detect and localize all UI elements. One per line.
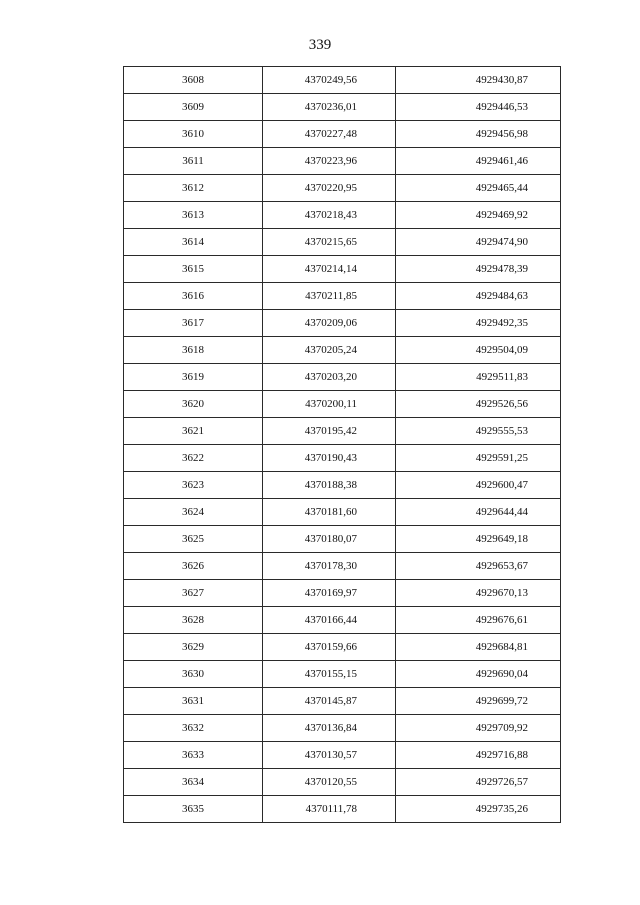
table-row [124, 175, 561, 202]
y-coordinate-cell: 4929676,61 [396, 607, 561, 634]
x-coordinate-cell: 4370178,30 [263, 553, 396, 580]
point-number-cell: 3629 [124, 634, 263, 661]
point-number-cell: 3612 [124, 175, 263, 202]
x-coordinate-cell: 4370136,84 [263, 715, 396, 742]
y-coordinate-cell: 4929649,18 [396, 526, 561, 553]
table-row [124, 310, 561, 337]
point-number-cell: 3620 [124, 391, 263, 418]
point-number-cell: 3615 [124, 256, 263, 283]
table-row [124, 283, 561, 310]
y-coordinate-cell: 4929684,81 [396, 634, 561, 661]
y-coordinate-cell: 4929474,90 [396, 229, 561, 256]
y-coordinate-cell: 4929591,25 [396, 445, 561, 472]
x-coordinate-cell: 4370214,14 [263, 256, 396, 283]
table-row [124, 364, 561, 391]
x-coordinate-cell: 4370188,38 [263, 472, 396, 499]
x-coordinate-cell: 4370111,78 [263, 796, 396, 823]
table-row [124, 445, 561, 472]
y-coordinate-cell: 4929699,72 [396, 688, 561, 715]
x-coordinate-cell: 4370200,11 [263, 391, 396, 418]
y-coordinate-cell: 4929735,26 [396, 796, 561, 823]
point-number-cell: 3621 [124, 418, 263, 445]
point-number-cell: 3627 [124, 580, 263, 607]
x-coordinate-cell: 4370195,42 [263, 418, 396, 445]
y-coordinate-cell: 4929465,44 [396, 175, 561, 202]
y-coordinate-cell: 4929469,92 [396, 202, 561, 229]
table-row [124, 796, 561, 823]
point-number-cell: 3630 [124, 661, 263, 688]
point-number-cell: 3613 [124, 202, 263, 229]
x-coordinate-cell: 4370205,24 [263, 337, 396, 364]
x-coordinate-cell: 4370180,07 [263, 526, 396, 553]
x-coordinate-cell: 4370236,01 [263, 94, 396, 121]
table-row [124, 769, 561, 796]
table-row [124, 553, 561, 580]
point-number-cell: 3611 [124, 148, 263, 175]
x-coordinate-cell: 4370190,43 [263, 445, 396, 472]
point-number-cell: 3609 [124, 94, 263, 121]
x-coordinate-cell: 4370169,97 [263, 580, 396, 607]
table-row [124, 256, 561, 283]
x-coordinate-cell: 4370209,06 [263, 310, 396, 337]
y-coordinate-cell: 4929461,46 [396, 148, 561, 175]
y-coordinate-cell: 4929690,04 [396, 661, 561, 688]
x-coordinate-cell: 4370220,95 [263, 175, 396, 202]
y-coordinate-cell: 4929456,98 [396, 121, 561, 148]
point-number-cell: 3626 [124, 553, 263, 580]
point-number-cell: 3619 [124, 364, 263, 391]
point-number-cell: 3610 [124, 121, 263, 148]
table-row [124, 418, 561, 445]
x-coordinate-cell: 4370227,48 [263, 121, 396, 148]
coordinates-table-body [124, 67, 561, 823]
table-row [124, 607, 561, 634]
y-coordinate-cell: 4929430,87 [396, 67, 561, 94]
table-row [124, 742, 561, 769]
table-row [124, 121, 561, 148]
table-row [124, 580, 561, 607]
point-number-cell: 3634 [124, 769, 263, 796]
point-number-cell: 3614 [124, 229, 263, 256]
y-coordinate-cell: 4929716,88 [396, 742, 561, 769]
table-row [124, 67, 561, 94]
point-number-cell: 3608 [124, 67, 263, 94]
point-number-cell: 3616 [124, 283, 263, 310]
x-coordinate-cell: 4370181,60 [263, 499, 396, 526]
point-number-cell: 3631 [124, 688, 263, 715]
y-coordinate-cell: 4929478,39 [396, 256, 561, 283]
y-coordinate-cell: 4929709,92 [396, 715, 561, 742]
table-row [124, 715, 561, 742]
y-coordinate-cell: 4929446,53 [396, 94, 561, 121]
point-number-cell: 3628 [124, 607, 263, 634]
x-coordinate-cell: 4370215,65 [263, 229, 396, 256]
y-coordinate-cell: 4929644,44 [396, 499, 561, 526]
table-row [124, 337, 561, 364]
y-coordinate-cell: 4929504,09 [396, 337, 561, 364]
point-number-cell: 3624 [124, 499, 263, 526]
y-coordinate-cell: 4929600,47 [396, 472, 561, 499]
table-row [124, 661, 561, 688]
x-coordinate-cell: 4370249,56 [263, 67, 396, 94]
point-number-cell: 3635 [124, 796, 263, 823]
point-number-cell: 3623 [124, 472, 263, 499]
x-coordinate-cell: 4370166,44 [263, 607, 396, 634]
x-coordinate-cell: 4370120,55 [263, 769, 396, 796]
point-number-cell: 3622 [124, 445, 263, 472]
x-coordinate-cell: 4370203,20 [263, 364, 396, 391]
y-coordinate-cell: 4929526,56 [396, 391, 561, 418]
table-row [124, 472, 561, 499]
x-coordinate-cell: 4370130,57 [263, 742, 396, 769]
point-number-cell: 3617 [124, 310, 263, 337]
x-coordinate-cell: 4370223,96 [263, 148, 396, 175]
table-row [124, 634, 561, 661]
point-number-cell: 3625 [124, 526, 263, 553]
x-coordinate-cell: 4370211,85 [263, 283, 396, 310]
coordinates-table [123, 66, 561, 823]
y-coordinate-cell: 4929511,83 [396, 364, 561, 391]
point-number-cell: 3618 [124, 337, 263, 364]
table-row [124, 94, 561, 121]
x-coordinate-cell: 4370155,15 [263, 661, 396, 688]
table-row [124, 148, 561, 175]
table-row [124, 688, 561, 715]
x-coordinate-cell: 4370145,87 [263, 688, 396, 715]
y-coordinate-cell: 4929492,35 [396, 310, 561, 337]
y-coordinate-cell: 4929653,67 [396, 553, 561, 580]
y-coordinate-cell: 4929484,63 [396, 283, 561, 310]
point-number-cell: 3633 [124, 742, 263, 769]
point-number-cell: 3632 [124, 715, 263, 742]
page-number: 339 [308, 37, 332, 53]
table-row [124, 229, 561, 256]
table-row [124, 499, 561, 526]
y-coordinate-cell: 4929726,57 [396, 769, 561, 796]
table-row [124, 526, 561, 553]
x-coordinate-cell: 4370159,66 [263, 634, 396, 661]
y-coordinate-cell: 4929555,53 [396, 418, 561, 445]
y-coordinate-cell: 4929670,13 [396, 580, 561, 607]
table-row [124, 202, 561, 229]
x-coordinate-cell: 4370218,43 [263, 202, 396, 229]
table-row [124, 391, 561, 418]
